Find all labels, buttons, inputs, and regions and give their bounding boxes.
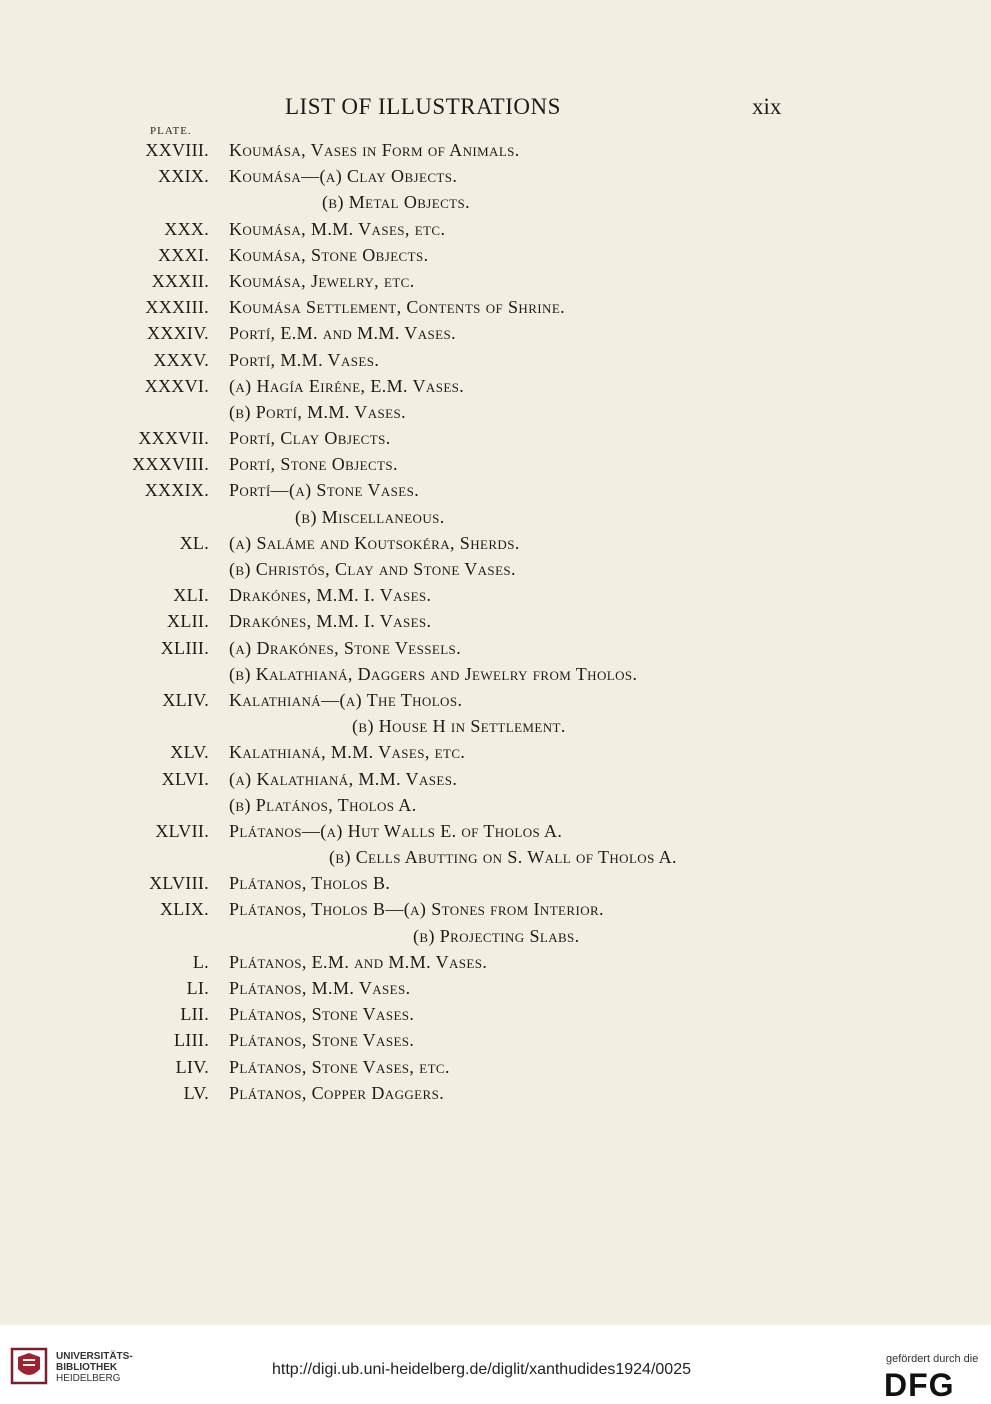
plate-description: (b) Portí, M.M. Vases. [229,401,406,422]
plate-number: XLVII. [155,820,209,841]
list-item [0,742,991,768]
plate-number: XLVIII. [149,873,209,894]
list-item [0,140,991,166]
plate-description: Plátanos, Tholos B—(a) Stones from Interior. [229,899,604,920]
plate-description: (b) Christós, Clay and Stone Vases. [229,559,516,579]
plate-description: Koumása, M.M. Vases, etc. [229,218,446,239]
list-item [0,323,991,349]
list-item [0,350,991,376]
plate-description: Kalathianá, M.M. Vases, etc. [229,742,466,763]
plate-number: LII. [180,1004,209,1025]
plate-description: Plátanos, Tholos B. [229,873,391,894]
plate-description: Plátanos—(a) Hut Walls E. of Tholos A. [229,820,563,841]
plate-number: XLV. [170,742,209,763]
list-item [0,611,991,637]
list-item [0,166,991,192]
plate-description: (b) House H in Settlement. [352,716,566,737]
plate-number: XXXVII. [138,428,209,449]
illustration-list [0,140,991,1109]
plate-number: LI. [186,978,209,998]
plate-description: Drakónes, M.M. I. Vases. [229,585,432,606]
plate-number: XXX. [164,218,209,239]
plate-description: (b) Kalathianá, Daggers and Jewelry from Tholos. [229,663,638,684]
plate-number: XXXV. [153,349,209,370]
list-item [0,1030,991,1056]
list-item [0,245,991,271]
plate-description: Plátanos, Copper Daggers. [229,1082,445,1103]
plate-description: Koumása, Jewelry, etc. [229,270,415,291]
library-name: UNIVERSITÄTS- BIBLIOTHEK HEIDELBERG [56,1351,133,1384]
plate-description: Drakónes, M.M. I. Vases. [229,611,432,632]
plate-description: (a) Saláme and Koutsokéra, Sherds. [229,532,520,553]
list-item [0,690,991,716]
dfg-logo: DFG [884,1367,955,1403]
list-item [0,1083,991,1109]
list-item [0,192,991,218]
list-item [0,271,991,297]
plate-description: Plátanos, Stone Vases, etc. [229,1056,450,1077]
list-item [0,795,991,821]
plate-description: (b) Platános, Tholos A. [229,794,417,815]
plate-description: Plátanos, E.M. and M.M. Vases. [229,951,488,972]
list-item [0,978,991,1004]
list-item [0,376,991,402]
list-item [0,219,991,245]
list-item [0,873,991,899]
plate-number: XXXVI. [144,375,209,396]
list-item [0,899,991,925]
viewer-footer [0,1325,991,1403]
plate-number: XXXII. [151,270,209,291]
plate-description: Plátanos, M.M. Vases. [229,978,411,998]
list-item [0,297,991,323]
list-item [0,638,991,664]
plate-description: Koumása, Vases in Form of Animals. [229,140,520,160]
plate-number: LV. [183,1082,209,1103]
plate-number: XXVIII. [145,140,209,160]
plate-number: XXIX. [158,166,209,187]
plate-description: Portí, E.M. and M.M. Vases. [229,323,456,344]
plate-description: Plátanos, Stone Vases. [229,1030,415,1051]
list-item [0,769,991,795]
plate-description: Koumása, Stone Objects. [229,244,429,265]
plate-number: LIV. [175,1056,209,1077]
plate-number: XXXVIII. [132,454,209,475]
plate-number: XXXIX. [144,480,209,501]
page-number: xix [752,94,782,119]
plate-number: XXXIV. [147,323,209,344]
list-item [0,821,991,847]
plate-description: (a) Drakónes, Stone Vessels. [229,637,462,658]
list-item [0,716,991,742]
list-item [0,402,991,428]
plate-number: XXXIII. [145,297,209,318]
plate-number: XXXI. [158,244,209,265]
list-item [0,952,991,978]
list-item [0,585,991,611]
plate-description: (b) Cells Abutting on S. Wall of Tholos A. [329,847,677,868]
page-title: LIST OF ILLUSTRATIONS [285,94,561,119]
list-item [0,926,991,952]
plate-number: XLVI. [161,768,209,789]
plate-description: (b) Metal Objects. [322,192,471,213]
document-url-link[interactable]: http://digi.ub.uni-heidelberg.de/diglit/xanthudides1924/0025 [272,1361,691,1378]
plate-description: Koumása Settlement, Contents of Shrine. [229,297,566,318]
plate-number: XLIII. [160,637,209,658]
plate-description: (b) Projecting Slabs. [413,925,580,946]
plate-column-label: PLATE. [150,125,192,137]
plate-description: Portí, Clay Objects. [229,428,391,449]
plate-description: (b) Miscellaneous. [295,506,445,527]
list-item [0,847,991,873]
plate-description: (a) Kalathianá, M.M. Vases. [229,768,458,789]
list-item [0,559,991,585]
list-item [0,480,991,506]
plate-description: Portí, M.M. Vases. [229,349,380,370]
plate-description: Plátanos, Stone Vases. [229,1004,415,1025]
list-item [0,1057,991,1083]
plate-description: (a) Hagía Eiréne, E.M. Vases. [229,375,465,396]
list-item [0,533,991,559]
list-item [0,1004,991,1030]
plate-number: XLI. [173,585,209,606]
plate-number: L. [192,951,209,972]
plate-number: LIII. [174,1030,209,1051]
plate-description: Koumása—(a) Clay Objects. [229,166,458,187]
plate-number: XLII. [167,611,209,632]
funding-caption: gefördert durch die [886,1353,979,1365]
list-item [0,507,991,533]
list-item [0,454,991,480]
university-library-logo-icon [10,1347,48,1385]
plate-number: XL. [179,532,209,553]
plate-number: XLIX. [160,899,209,920]
plate-description: Portí—(a) Stone Vases. [229,480,420,501]
plate-number: XLIV. [162,689,209,710]
list-item [0,664,991,690]
list-item [0,428,991,454]
plate-description: Portí, Stone Objects. [229,454,398,475]
plate-description: Kalathianá—(a) The Tholos. [229,689,463,710]
